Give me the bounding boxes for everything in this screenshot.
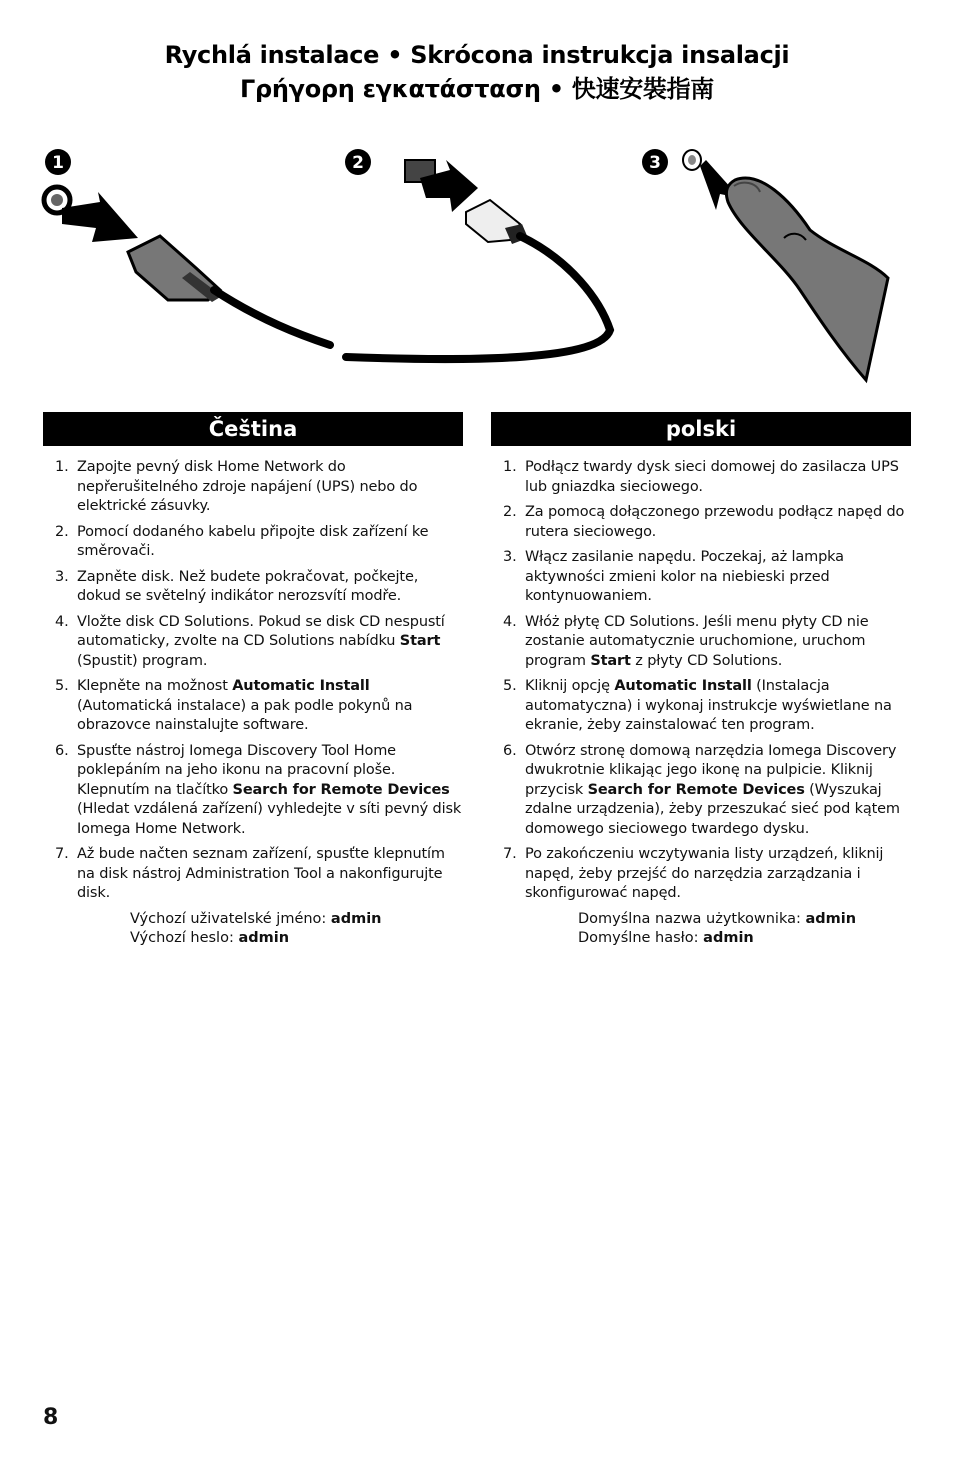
step-badge-2 <box>345 149 371 175</box>
step-text: Włącz zasilanie napędu. Poczekaj, aż lampka aktywności zmieni kolor na niebieski przed kontynuowaniem. <box>525 549 844 604</box>
list-item <box>491 742 911 840</box>
steps-list-polski <box>491 458 911 904</box>
step-badge-3 <box>642 149 668 175</box>
step-text-bold: Automatic Install <box>232 678 370 694</box>
step-number: 1. <box>55 459 69 475</box>
step-number: 7. <box>503 846 517 862</box>
step-number: 7. <box>55 846 69 862</box>
list-item <box>491 613 911 672</box>
step-badge-1-label: 1 <box>52 153 64 173</box>
steps-list-cestina <box>43 458 463 904</box>
title-line-1: Rychlá instalace • Skrócona instrukcja insalacji <box>164 41 790 69</box>
list-item <box>43 845 463 904</box>
step-number: 4. <box>503 613 517 630</box>
step-number: 6. <box>55 742 69 759</box>
step-text: Po zakończeniu wczytywania listy urządzeń, kliknij napęd, żeby przejść do narzędzia zarządzania i skonfigurować napęd. <box>525 846 884 901</box>
section-heading-cestina: Čeština <box>43 412 463 446</box>
step-text: Vložte disk CD Solutions. Pokud se disk CD nespustí automaticky, zvolte na CD Solutions nabídku <box>77 613 445 649</box>
step-badge-1 <box>45 149 71 175</box>
default-password: Výchozí heslo: admin <box>130 930 290 946</box>
step-text: (Automatická instalace) a pak podle pokynů na obrazovce nainstalujte software. <box>77 697 413 733</box>
page-number: 8 <box>43 1405 59 1430</box>
column-cestina <box>43 412 463 949</box>
setup-illustration-svg <box>0 140 954 390</box>
list-item <box>43 742 463 840</box>
step-number: 4. <box>55 613 69 630</box>
step-number: 3. <box>55 568 69 585</box>
step-number: 5. <box>503 678 517 694</box>
column-polski <box>491 412 911 949</box>
network-cable-illustration <box>346 160 610 359</box>
step-number: 1. <box>503 459 517 475</box>
list-item <box>43 523 463 562</box>
step-text-bold: Start <box>590 652 631 669</box>
step-text: Włóż płytę CD Solutions. Jeśli menu płyty CD nie zostanie automatycznie uruchomione, uruchom program <box>525 613 869 669</box>
step-text: Podłącz twardy dysk sieci domowej do zasilacza UPS lub gniazdka sieciowego. <box>525 459 899 495</box>
step-badge-2-label: 2 <box>352 153 364 173</box>
step-text: (Wyszukaj zdalne urządzenia), żeby przeszukać sieć pod kątem domowego sieciowego twardego dysku. <box>525 781 900 837</box>
default-password: Domyślne hasło: admin <box>578 930 754 946</box>
step-text: (Instalacja automatyczna) i wykonaj instrukcje wyświetlane na ekranie, żeby zainstalować ten program. <box>525 678 892 733</box>
step-number: 6. <box>503 742 517 759</box>
step-text-bold: Automatic Install <box>614 678 752 694</box>
step-text: (Hledat vzdálená zařízení) vyhledejte v síti pevný disk Iomega Home Network. <box>77 801 462 837</box>
page-title <box>0 38 954 106</box>
list-item <box>491 458 911 497</box>
title-line-2: Γρήγορη εγκατάσταση • 快速安裝指南 <box>240 75 714 103</box>
step-text: Klepněte na možnost <box>77 678 233 694</box>
default-username: Domyślna nazwa użytkownika: admin <box>578 910 857 927</box>
step-number: 2. <box>55 523 69 540</box>
step-text: Za pomocą dołączonego przewodu podłącz napęd do rutera sieciowego. <box>525 504 905 540</box>
step-number: 3. <box>503 549 517 565</box>
step-text-bold: Start <box>399 633 441 649</box>
list-item <box>43 613 463 672</box>
list-item <box>491 677 911 736</box>
step-text: Zapněte disk. Než budete pokračovat, počkejte, dokud se světelný indikátor nerozsvítí modře. <box>77 568 419 604</box>
list-item <box>491 503 911 542</box>
list-item <box>491 845 911 904</box>
step-text-bold: Search for Remote Devices <box>587 781 805 798</box>
step-number: 5. <box>55 678 69 694</box>
setup-illustration <box>0 140 954 390</box>
list-item <box>43 677 463 736</box>
power-connector-illustration <box>44 187 330 345</box>
default-credentials-polski <box>578 910 911 949</box>
step-text: Pomocí dodaného kabelu připojte disk zařízení ke směrovači. <box>77 523 429 559</box>
step-text: (Spustit) program. <box>77 652 208 669</box>
step-badge-3-label: 3 <box>649 153 661 173</box>
power-button-illustration <box>683 150 888 380</box>
list-item <box>43 458 463 517</box>
step-text: Otwórz stronę domową narzędzia Iomega Discovery dwukrotnie klikając jego ikonę na pulpicie. Kliknij przycisk <box>525 742 897 798</box>
step-text: Až bude načten seznam zařízení, spusťte klepnutím na disk nástroj Administration Tool a nakonfigurujte disk. <box>77 846 445 901</box>
section-heading-polski: polski <box>491 412 911 446</box>
default-credentials-cestina <box>130 910 463 949</box>
step-text-bold: Search for Remote Devices <box>232 781 450 798</box>
step-text: z płyty CD Solutions. <box>630 652 783 669</box>
step-number: 2. <box>503 504 517 520</box>
step-text: Spusťte nástroj Iomega Discovery Tool Home poklepáním na jeho ikonu na pracovní ploše. Klepnutím na tlačítko <box>77 742 396 798</box>
step-text: Kliknij opcję <box>525 678 615 694</box>
list-item <box>43 568 463 607</box>
step-text: Zapojte pevný disk Home Network do nepřerušitelného zdroje napájení (UPS) nebo do elektrické zásuvky. <box>77 459 418 514</box>
list-item <box>491 548 911 607</box>
default-username: Výchozí uživatelské jméno: admin <box>130 910 382 927</box>
